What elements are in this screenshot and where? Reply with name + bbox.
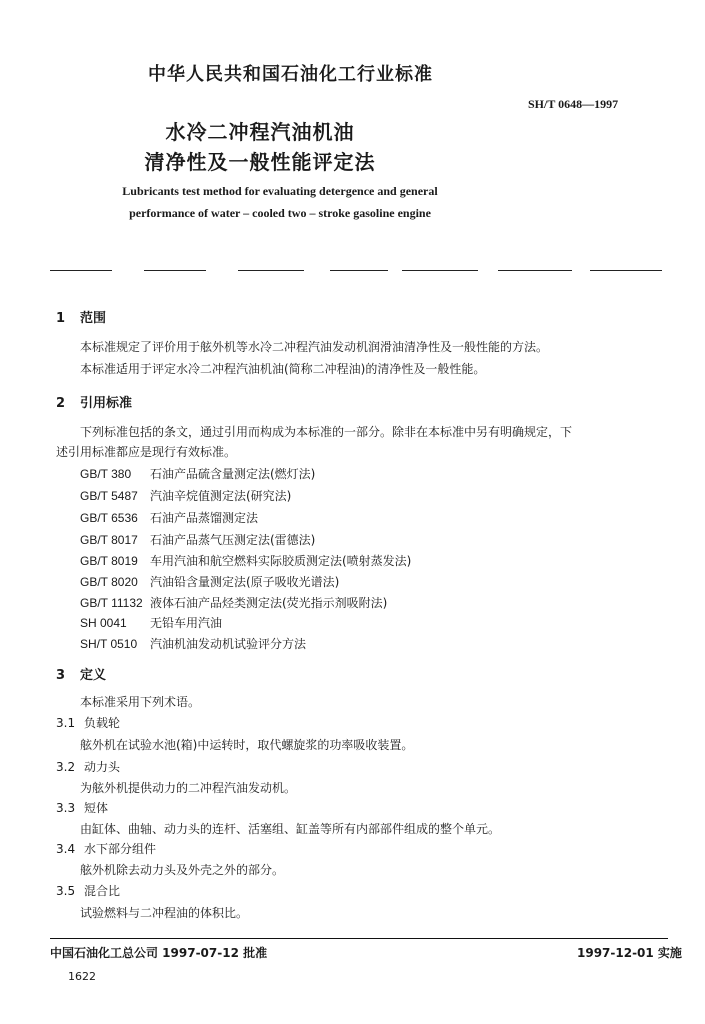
definition-heading (56, 714, 120, 731)
reference-item (80, 509, 258, 526)
section-number: 2 (56, 396, 66, 411)
definition-description: 舷外机除去动力头及外壳之外的部分。 (80, 863, 285, 877)
section-3-heading (56, 664, 106, 683)
reference-name: 无铅车用汽油 (150, 616, 223, 630)
definition-heading (56, 799, 108, 816)
section-title: 定义 (80, 668, 107, 683)
definition-description: 试验燃料与二冲程油的体积比。 (80, 906, 249, 920)
section-number: 1 (56, 311, 66, 326)
reference-name: 石油产品硫含量测定法(燃灯法) (150, 467, 316, 481)
definition-number: 3.4 (56, 842, 76, 856)
reference-item (80, 465, 315, 482)
reference-code: GB/T 8017 (80, 533, 138, 547)
section-1-paragraph-2: 本标准适用于评定水冷二冲程汽油机油(简称二冲程油)的清净性及一般性能。 (80, 362, 486, 376)
page-number: 1622 (68, 970, 96, 983)
section-1-paragraph-1: 本标准规定了评价用于舷外机等水冷二冲程汽油发动机润滑油清净性及一般性能的方法。 (80, 340, 549, 354)
section-title: 引用标准 (80, 396, 133, 411)
approval-statement: 中国石油化工总公司 1997-07-12 批准 (50, 946, 268, 960)
footer-rule (50, 938, 668, 939)
reference-item (80, 594, 387, 611)
definition-heading (56, 758, 120, 775)
reference-code: GB/T 6536 (80, 511, 138, 525)
definition-term: 混合比 (84, 884, 121, 898)
english-title-line-2: performance of water – cooled two – stroke gasoline engine (129, 206, 431, 220)
definition-heading (56, 882, 120, 899)
definition-description: 为舷外机提供动力的二冲程汽油发动机。 (80, 781, 297, 795)
section-2-intro-line-1: 下列标准包括的条文，通过引用而构成为本标准的一部分。除非在本标准中另有明确规定，下 (80, 425, 573, 439)
implementation-date: 1997-12-01 实施 (577, 946, 682, 960)
reference-item (80, 573, 339, 590)
reference-item (80, 531, 315, 548)
separator-dash (402, 270, 478, 271)
definition-number: 3.3 (56, 801, 76, 815)
reference-code: GB/T 8020 (80, 575, 138, 589)
separator-dash (144, 270, 206, 271)
reference-code: GB/T 5487 (80, 489, 138, 503)
reference-name: 石油产品蒸气压测定法(雷德法) (150, 533, 316, 547)
section-3-intro: 本标准采用下列术语。 (80, 695, 201, 709)
section-title: 范围 (80, 311, 107, 326)
definition-description: 舷外机在试验水池(箱)中运转时，取代螺旋浆的功率吸收装置。 (80, 738, 414, 752)
reference-item (80, 635, 306, 652)
definition-description: 由缸体、曲轴、动力头的连杆、活塞组、缸盖等所有内部部件组成的整个单元。 (80, 822, 501, 836)
definition-term: 短体 (84, 801, 109, 815)
separator-dash (330, 270, 388, 271)
reference-name: 液体石油产品烃类测定法(荧光指示剂吸附法) (150, 596, 388, 610)
reference-name: 汽油辛烷值测定法(研究法) (150, 489, 292, 503)
reference-code: GB/T 8019 (80, 554, 138, 568)
reference-name: 石油产品蒸馏测定法 (150, 511, 259, 525)
english-title-line-1: Lubricants test method for evaluating detergence and general (122, 184, 438, 198)
reference-name: 车用汽油和航空燃料实际胶质测定法(喷射蒸发法) (150, 554, 412, 568)
definition-number: 3.5 (56, 884, 76, 898)
reference-item (80, 614, 222, 631)
definition-term: 动力头 (84, 760, 121, 774)
definition-term: 负载轮 (84, 716, 121, 730)
reference-name: 汽油机油发动机试验评分方法 (150, 637, 307, 651)
separator-dash (590, 270, 662, 271)
reference-code: SH 0041 (80, 616, 127, 630)
section-1-heading (56, 307, 106, 326)
definition-number: 3.1 (56, 716, 76, 730)
standard-organization-header: 中华人民共和国石油化工行业标准 (148, 64, 433, 85)
standard-code: SH/T 0648—1997 (528, 97, 619, 111)
section-2-intro-line-2: 述引用标准都应是现行有效标准。 (56, 445, 237, 459)
definition-number: 3.2 (56, 760, 76, 774)
reference-name: 汽油铅含量测定法(原子吸收光谱法) (150, 575, 340, 589)
reference-item (80, 552, 411, 569)
document-title-line-1: 水冷二冲程汽油机油 (165, 120, 355, 144)
document-title-line-2: 清净性及一般性能评定法 (144, 150, 376, 174)
section-2-heading (56, 392, 132, 411)
reference-code: GB/T 380 (80, 467, 132, 481)
reference-code: GB/T 11132 (80, 596, 143, 610)
separator-dash (498, 270, 572, 271)
separator-dash (238, 270, 304, 271)
section-number: 3 (56, 668, 66, 683)
definition-term: 水下部分组件 (84, 842, 157, 856)
reference-item (80, 487, 291, 504)
definition-heading (56, 840, 156, 857)
reference-code: SH/T 0510 (80, 637, 138, 651)
separator-dash (50, 270, 112, 271)
